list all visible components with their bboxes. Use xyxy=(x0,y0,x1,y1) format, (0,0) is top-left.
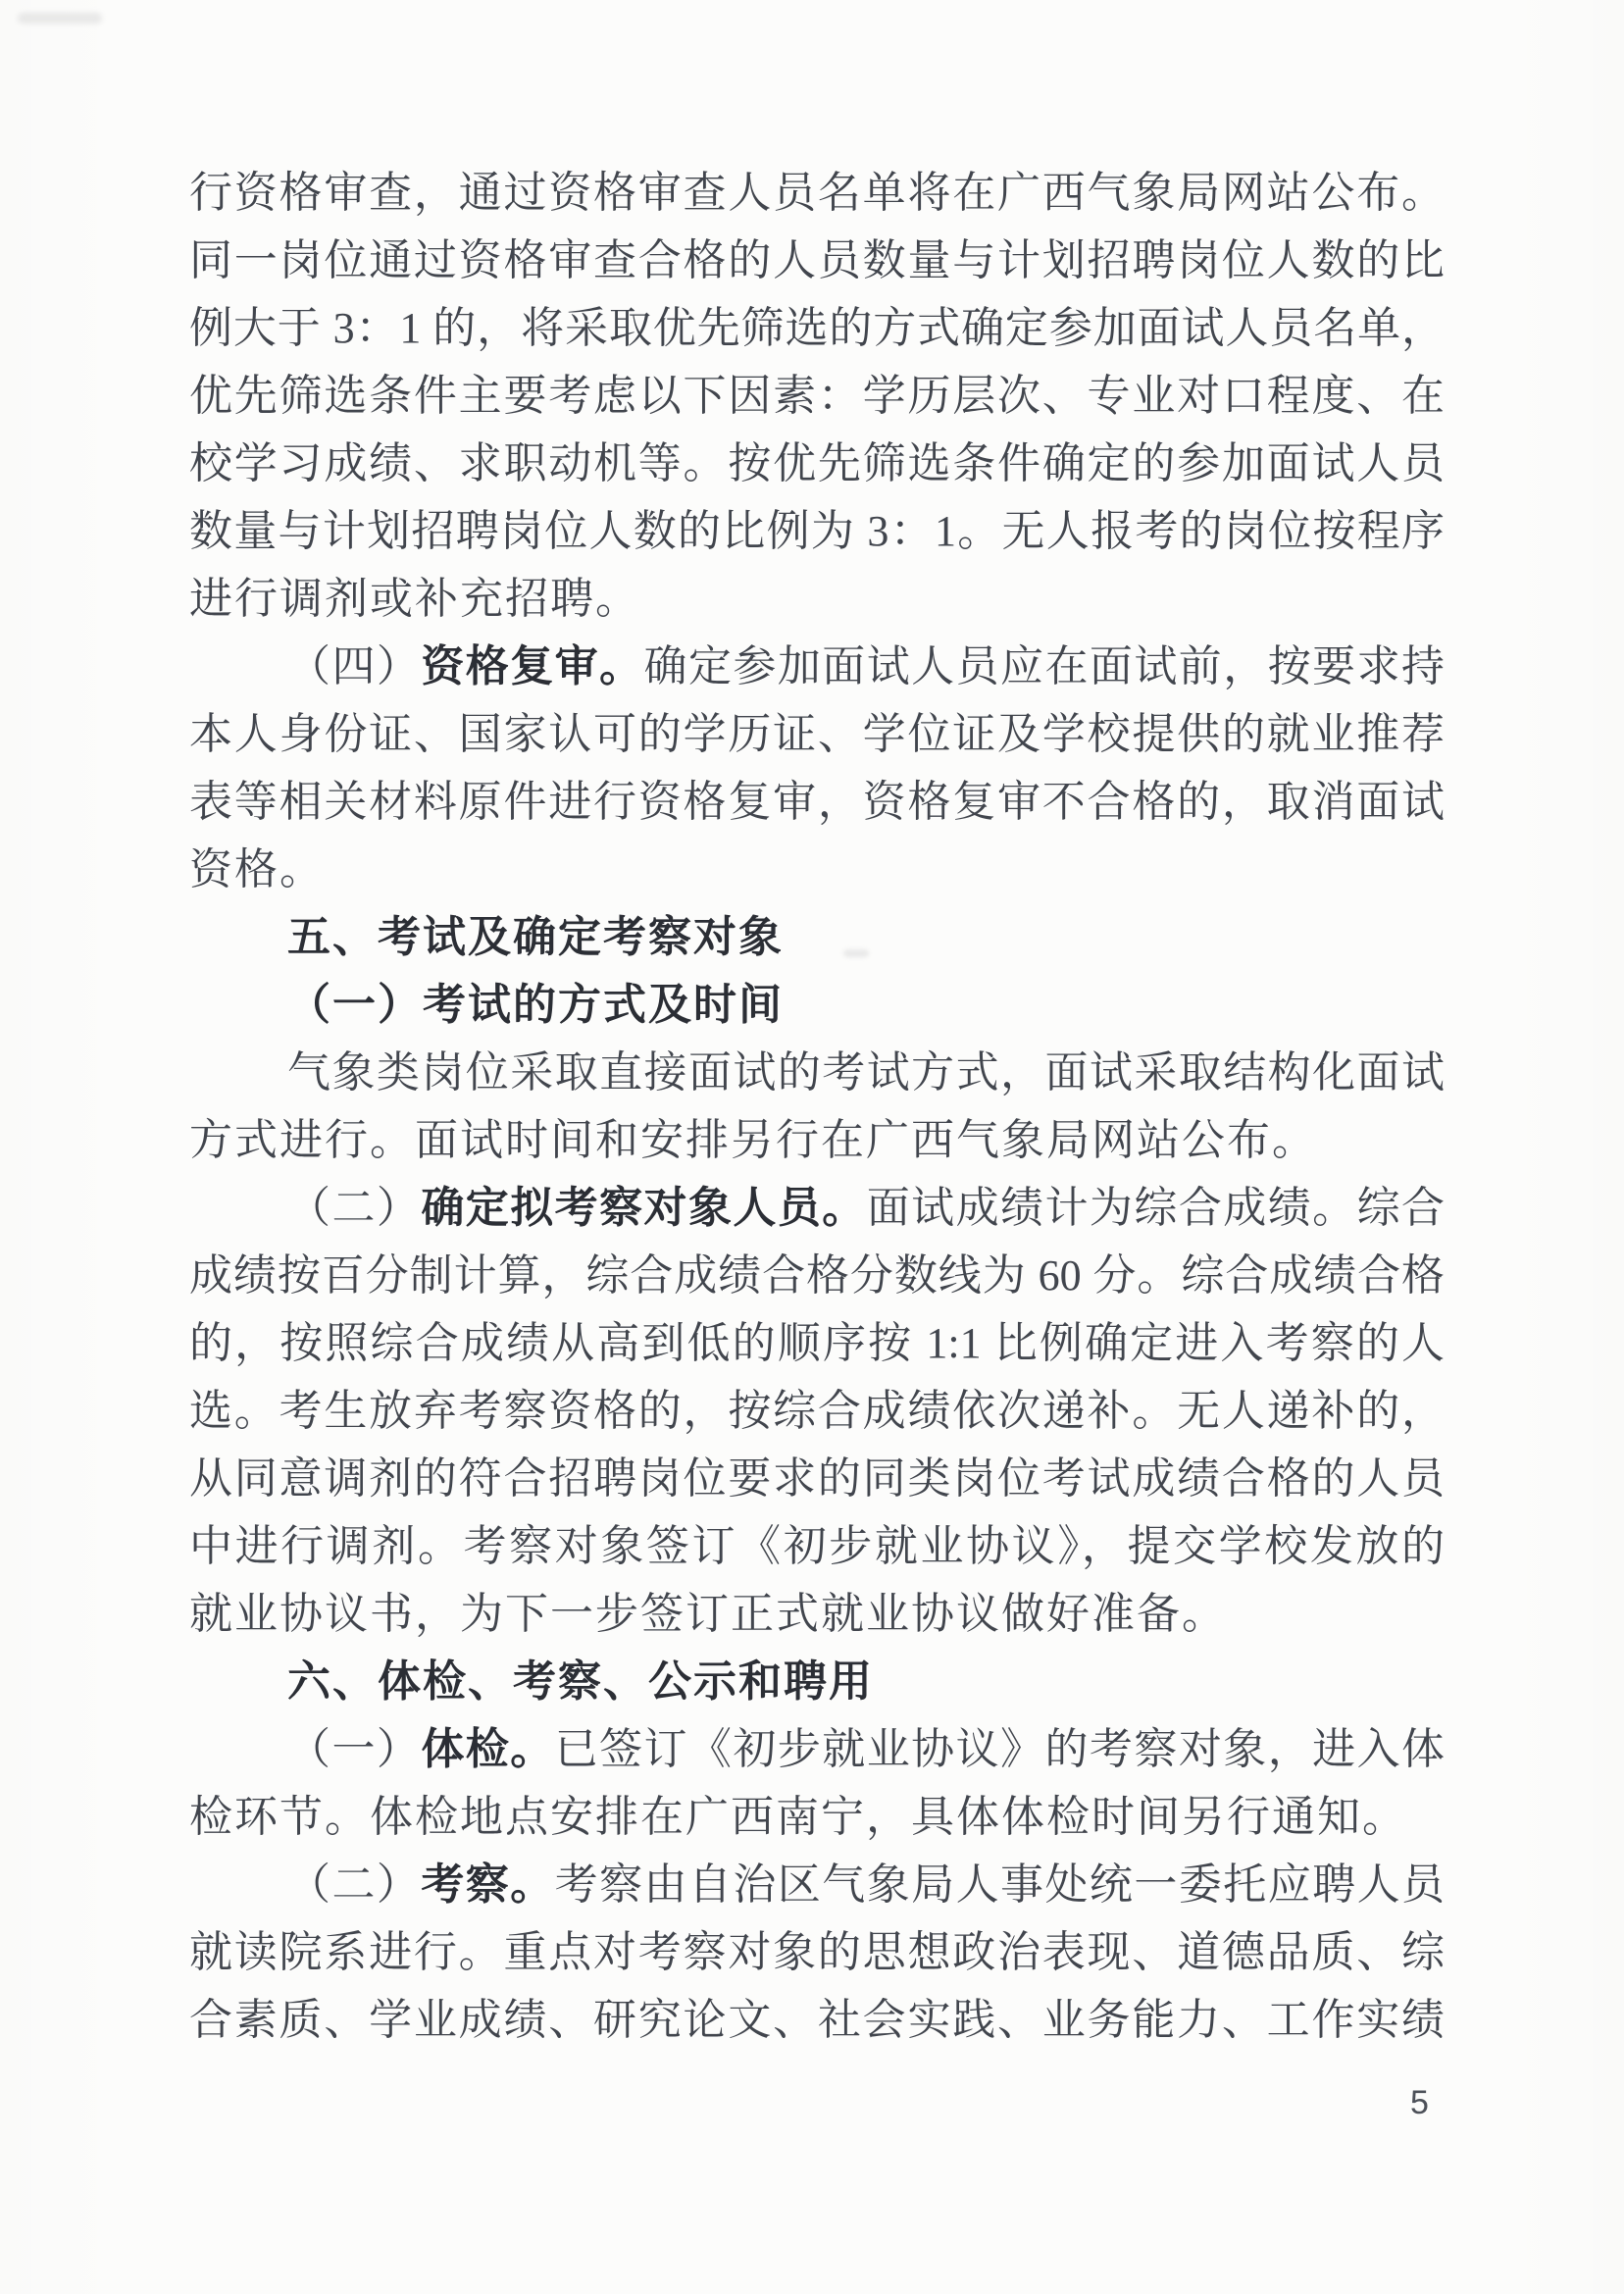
text-segment: （一） xyxy=(287,1725,422,1773)
text-segment: 检环节。体检地点安排在广西南宁，具体体检时间另行通知。 xyxy=(189,1793,1407,1841)
text-line xyxy=(189,836,1445,903)
text-line xyxy=(189,633,1445,700)
text-line xyxy=(189,1648,1445,1715)
text-line xyxy=(189,294,1445,362)
text-segment: 资格。 xyxy=(189,845,325,893)
text-segment: 数量与计划招聘岗位人数的比例为 3：1。无人报考的岗位按程序 xyxy=(189,507,1445,555)
text-segment: 选。考生放弃考察资格的，按综合成绩依次递补。无人递补的， xyxy=(189,1387,1445,1435)
text-line xyxy=(189,430,1445,497)
text-segment: 面试成绩计为综合成绩。综合 xyxy=(866,1184,1445,1232)
text-segment: 已签订《初步就业协议》的考察对象，进入体 xyxy=(554,1725,1445,1773)
text-segment: 中进行调剂。考察对象签订《初步就业协议》，提交学校发放的 xyxy=(189,1522,1445,1570)
text-segment: （二） xyxy=(287,1861,422,1909)
text-line xyxy=(189,1174,1445,1242)
text-line xyxy=(189,1309,1445,1377)
text-segment: （四） xyxy=(287,642,422,690)
bold-text-segment: 确定拟考察对象人员。 xyxy=(421,1184,867,1232)
text-segment: 行资格审查，通过资格审查人员名单将在广西气象局网站公布。 xyxy=(189,169,1445,217)
text-segment: 从同意调剂的符合招聘岗位要求的同类岗位考试成绩合格的人员 xyxy=(189,1454,1445,1503)
bold-text-segment: 五、考试及确定考察对象 xyxy=(287,913,784,961)
text-line xyxy=(189,1377,1445,1445)
text-line xyxy=(189,1445,1445,1512)
text-segment: 确定参加面试人员应在面试前，按要求持 xyxy=(643,642,1445,690)
text-segment: 表等相关材料原件进行资格复审，资格复审不合格的，取消面试 xyxy=(189,778,1445,826)
text-segment: 考察由自治区气象局人事处统一委托应聘人员 xyxy=(554,1861,1445,1909)
text-segment: 合素质、学业成绩、研究论文、社会实践、业务能力、工作实绩 xyxy=(189,1996,1445,2044)
text-line xyxy=(189,565,1445,633)
text-line xyxy=(189,1039,1445,1106)
text-line xyxy=(189,1512,1445,1580)
text-segment: 气象类岗位采取直接面试的考试方式，面试采取结构化面试 xyxy=(287,1048,1445,1096)
scan-smudge-icon xyxy=(18,13,102,24)
text-segment: （二） xyxy=(287,1184,422,1232)
text-line xyxy=(189,1106,1445,1174)
page-number: 5 xyxy=(1410,2084,1429,2121)
text-segment: 进行调剂或补充招聘。 xyxy=(189,575,640,623)
text-line xyxy=(189,1783,1445,1851)
text-segment: 成绩按百分制计算，综合成绩合格分数线为 60 分。综合成绩合格 xyxy=(189,1251,1445,1300)
text-line xyxy=(189,903,1445,971)
text-line xyxy=(189,1580,1445,1648)
text-segment: 的，按照综合成绩从高到低的顺序按 1:1 比例确定进入考察的人 xyxy=(189,1319,1445,1367)
text-segment: 就读院系进行。重点对考察对象的思想政治表现、道德品质、综 xyxy=(189,1928,1445,1976)
text-line xyxy=(189,227,1445,294)
text-line xyxy=(189,159,1445,227)
text-line xyxy=(189,1918,1445,1986)
bold-text-segment: 体检。 xyxy=(421,1725,555,1773)
text-line xyxy=(189,1851,1445,1918)
bold-text-segment: 资格复审。 xyxy=(421,642,644,690)
text-line xyxy=(189,1242,1445,1309)
document-body xyxy=(189,159,1445,2054)
text-segment: 就业协议书，为下一步签订正式就业协议做好准备。 xyxy=(189,1590,1227,1638)
text-line xyxy=(189,1715,1445,1783)
text-line xyxy=(189,768,1445,836)
text-line xyxy=(189,1986,1445,2054)
text-line xyxy=(189,700,1445,768)
bold-text-segment: 考察。 xyxy=(421,1861,555,1909)
bold-text-segment: 六、体检、考察、公示和聘用 xyxy=(287,1657,874,1706)
text-segment: 同一岗位通过资格审查合格的人员数量与计划招聘岗位人数的比 xyxy=(189,236,1445,284)
text-segment: 方式进行。面试时间和安排另行在广西气象局网站公布。 xyxy=(189,1116,1317,1164)
text-line xyxy=(189,362,1445,430)
text-line xyxy=(189,971,1445,1039)
text-segment: 本人身份证、国家认可的学历证、学位证及学校提供的就业推荐 xyxy=(189,710,1445,758)
text-segment: 校学习成绩、求职动机等。按优先筛选条件确定的参加面试人员 xyxy=(189,439,1445,487)
text-segment: 例大于 3：1 的，将采取优先筛选的方式确定参加面试人员名单， xyxy=(189,304,1445,352)
text-segment: 优先筛选条件主要考虑以下因素：学历层次、专业对口程度、在 xyxy=(189,372,1445,420)
bold-text-segment: （一）考试的方式及时间 xyxy=(287,981,784,1029)
text-line xyxy=(189,497,1445,565)
